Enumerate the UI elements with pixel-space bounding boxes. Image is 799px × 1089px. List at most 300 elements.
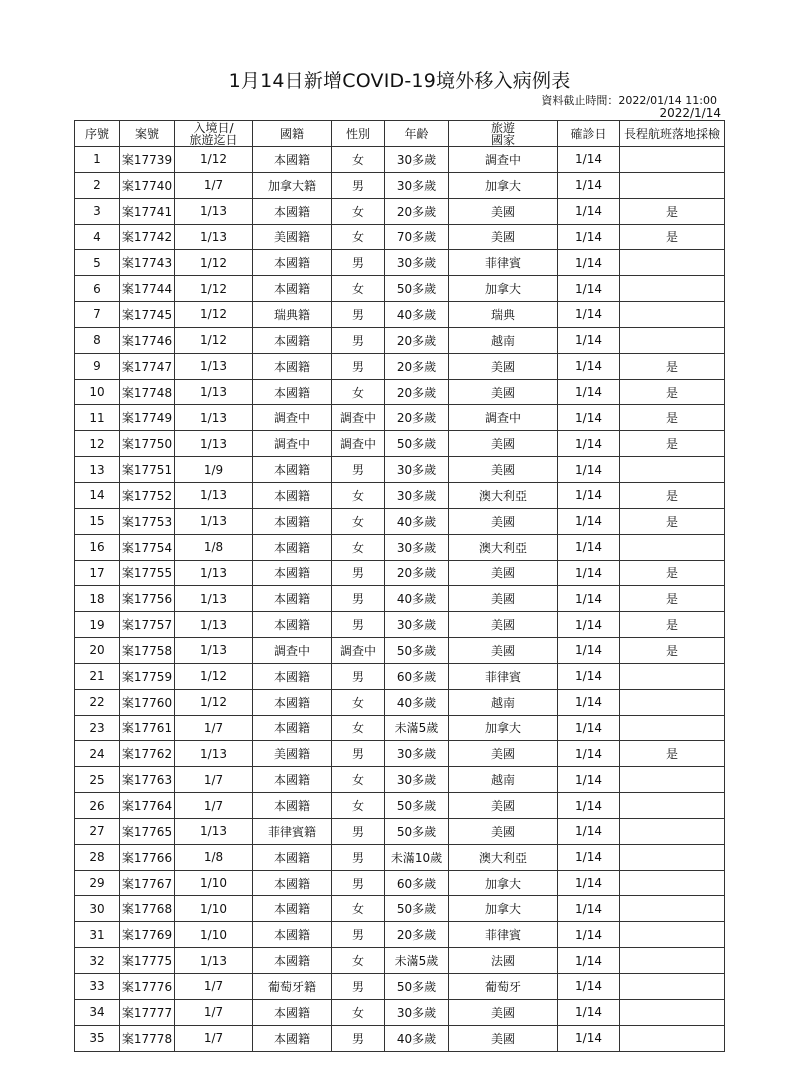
cell-flight-testing: 是: [620, 431, 725, 457]
cell-flight-testing: [620, 302, 725, 328]
cell-age: 未滿5歲: [385, 948, 449, 974]
cell-case-no: 案17766: [120, 844, 175, 870]
table-row: [75, 663, 725, 689]
page-title: 1月14日新增COVID-19境外移入病例表: [228, 70, 571, 92]
cell-sex: 男: [332, 922, 385, 948]
cell-serial: 30: [75, 896, 120, 922]
cell-confirm-date: 1/14: [558, 198, 620, 224]
cell-nationality: 本國籍: [253, 534, 332, 560]
cell-sex: 男: [332, 974, 385, 1000]
cell-age: 20多歲: [385, 327, 449, 353]
cell-flight-testing: [620, 534, 725, 560]
cell-entry-date: 1/13: [175, 818, 253, 844]
cell-sex: 女: [332, 276, 385, 302]
cell-confirm-date: 1/14: [558, 948, 620, 974]
cell-case-no: 案17743: [120, 250, 175, 276]
cell-travel-country: 加拿大: [449, 715, 558, 741]
cell-flight-testing: [620, 767, 725, 793]
cell-serial: 22: [75, 689, 120, 715]
cell-confirm-date: 1/14: [558, 379, 620, 405]
cell-entry-date: 1/13: [175, 560, 253, 586]
cell-serial: 12: [75, 431, 120, 457]
cell-confirm-date: 1/14: [558, 974, 620, 1000]
table-row: [75, 870, 725, 896]
cell-flight-testing: 是: [620, 224, 725, 250]
table-row: [75, 250, 725, 276]
cell-entry-date: 1/12: [175, 327, 253, 353]
cell-age: 50多歲: [385, 276, 449, 302]
cell-serial: 17: [75, 560, 120, 586]
cell-entry-date: 1/13: [175, 431, 253, 457]
cell-flight-testing: [620, 689, 725, 715]
cell-age: 20多歲: [385, 353, 449, 379]
cell-nationality: 本國籍: [253, 508, 332, 534]
cell-sex: 女: [332, 948, 385, 974]
cell-flight-testing: 是: [620, 379, 725, 405]
cell-serial: 10: [75, 379, 120, 405]
cell-confirm-date: 1/14: [558, 534, 620, 560]
cell-nationality: 本國籍: [253, 1025, 332, 1051]
cell-age: 20多歲: [385, 922, 449, 948]
cell-travel-country: 美國: [449, 457, 558, 483]
cell-entry-date: 1/12: [175, 302, 253, 328]
table-row: [75, 689, 725, 715]
table-row: [75, 457, 725, 483]
cell-nationality: 本國籍: [253, 767, 332, 793]
cell-case-no: 案17753: [120, 508, 175, 534]
cell-confirm-date: 1/14: [558, 793, 620, 819]
cell-age: 20多歲: [385, 379, 449, 405]
cell-nationality: 本國籍: [253, 560, 332, 586]
cell-flight-testing: [620, 1025, 725, 1051]
cell-entry-date: 1/13: [175, 198, 253, 224]
table-row: [75, 147, 725, 173]
cell-entry-date: 1/7: [175, 974, 253, 1000]
table-row: [75, 818, 725, 844]
cell-sex: 男: [332, 327, 385, 353]
cell-serial: 33: [75, 974, 120, 1000]
cell-confirm-date: 1/14: [558, 586, 620, 612]
cell-serial: 9: [75, 353, 120, 379]
cell-age: 40多歲: [385, 586, 449, 612]
cell-travel-country: 美國: [449, 638, 558, 664]
cell-nationality: 本國籍: [253, 715, 332, 741]
cell-travel-country: 澳大利亞: [449, 534, 558, 560]
cell-age: 30多歲: [385, 147, 449, 173]
cell-nationality: 本國籍: [253, 353, 332, 379]
cell-serial: 5: [75, 250, 120, 276]
cell-entry-date: 1/13: [175, 741, 253, 767]
cell-travel-country: 澳大利亞: [449, 844, 558, 870]
cell-serial: 25: [75, 767, 120, 793]
cell-nationality: 本國籍: [253, 482, 332, 508]
cell-case-no: 案17768: [120, 896, 175, 922]
cell-serial: 28: [75, 844, 120, 870]
cell-serial: 24: [75, 741, 120, 767]
cell-entry-date: 1/10: [175, 870, 253, 896]
cell-confirm-date: 1/14: [558, 405, 620, 431]
table-row: [75, 482, 725, 508]
header-travel-country: 旅遊 國家: [449, 121, 558, 147]
cell-flight-testing: 是: [620, 612, 725, 638]
cell-confirm-date: 1/14: [558, 663, 620, 689]
cell-flight-testing: 是: [620, 638, 725, 664]
header-case-no: 案號: [120, 121, 175, 147]
cell-entry-date: 1/12: [175, 689, 253, 715]
table-row: [75, 586, 725, 612]
cell-nationality: 調查中: [253, 405, 332, 431]
cell-case-no: 案17752: [120, 482, 175, 508]
cell-nationality: 本國籍: [253, 586, 332, 612]
cell-sex: 男: [332, 818, 385, 844]
cell-sex: 女: [332, 147, 385, 173]
cell-age: 30多歲: [385, 767, 449, 793]
cell-flight-testing: [620, 922, 725, 948]
cell-flight-testing: [620, 844, 725, 870]
cell-case-no: 案17777: [120, 999, 175, 1025]
cell-case-no: 案17759: [120, 663, 175, 689]
data-cutoff-time: 資料截止時間：2022/01/14 11:00: [541, 94, 717, 107]
cell-case-no: 案17754: [120, 534, 175, 560]
cell-travel-country: 越南: [449, 767, 558, 793]
cell-travel-country: 菲律賓: [449, 922, 558, 948]
cell-confirm-date: 1/14: [558, 896, 620, 922]
header-serial: 序號: [75, 121, 120, 147]
cell-travel-country: 美國: [449, 793, 558, 819]
cell-nationality: 本國籍: [253, 922, 332, 948]
cell-travel-country: 美國: [449, 586, 558, 612]
cell-case-no: 案17762: [120, 741, 175, 767]
cell-sex: 女: [332, 508, 385, 534]
cell-sex: 女: [332, 793, 385, 819]
cell-sex: 男: [332, 250, 385, 276]
cell-case-no: 案17775: [120, 948, 175, 974]
cell-confirm-date: 1/14: [558, 327, 620, 353]
cell-flight-testing: [620, 715, 725, 741]
cell-entry-date: 1/7: [175, 999, 253, 1025]
cell-confirm-date: 1/14: [558, 302, 620, 328]
cell-confirm-date: 1/14: [558, 689, 620, 715]
cell-serial: 26: [75, 793, 120, 819]
cell-serial: 21: [75, 663, 120, 689]
cell-flight-testing: 是: [620, 560, 725, 586]
cell-travel-country: 菲律賓: [449, 663, 558, 689]
table-row: [75, 999, 725, 1025]
cell-age: 30多歲: [385, 741, 449, 767]
cell-entry-date: 1/13: [175, 224, 253, 250]
table-row: [75, 431, 725, 457]
cell-travel-country: 加拿大: [449, 276, 558, 302]
cell-serial: 11: [75, 405, 120, 431]
cell-case-no: 案17764: [120, 793, 175, 819]
cell-confirm-date: 1/14: [558, 741, 620, 767]
cell-travel-country: 美國: [449, 508, 558, 534]
cell-age: 40多歲: [385, 1025, 449, 1051]
cell-age: 20多歲: [385, 560, 449, 586]
cell-confirm-date: 1/14: [558, 508, 620, 534]
cell-serial: 2: [75, 172, 120, 198]
cell-case-no: 案17761: [120, 715, 175, 741]
cell-confirm-date: 1/14: [558, 818, 620, 844]
cell-travel-country: 葡萄牙: [449, 974, 558, 1000]
table-row: [75, 534, 725, 560]
table-row: [75, 224, 725, 250]
cell-sex: 女: [332, 198, 385, 224]
cell-flight-testing: 是: [620, 405, 725, 431]
cell-case-no: 案17749: [120, 405, 175, 431]
cell-sex: 男: [332, 302, 385, 328]
cell-sex: 男: [332, 870, 385, 896]
cell-confirm-date: 1/14: [558, 922, 620, 948]
cell-nationality: 美國籍: [253, 224, 332, 250]
cell-sex: 男: [332, 457, 385, 483]
cell-confirm-date: 1/14: [558, 353, 620, 379]
cell-sex: 男: [332, 741, 385, 767]
cell-sex: 調查中: [332, 405, 385, 431]
cell-case-no: 案17740: [120, 172, 175, 198]
cell-entry-date: 1/7: [175, 1025, 253, 1051]
cell-entry-date: 1/8: [175, 534, 253, 560]
cell-nationality: 本國籍: [253, 844, 332, 870]
cell-case-no: 案17767: [120, 870, 175, 896]
cell-serial: 15: [75, 508, 120, 534]
cell-case-no: 案17744: [120, 276, 175, 302]
cell-sex: 女: [332, 482, 385, 508]
cell-case-no: 案17755: [120, 560, 175, 586]
cell-nationality: 本國籍: [253, 689, 332, 715]
cell-entry-date: 1/10: [175, 922, 253, 948]
cell-travel-country: 美國: [449, 560, 558, 586]
cell-age: 30多歲: [385, 250, 449, 276]
cell-nationality: 瑞典籍: [253, 302, 332, 328]
cell-flight-testing: [620, 327, 725, 353]
cell-flight-testing: [620, 663, 725, 689]
cell-confirm-date: 1/14: [558, 844, 620, 870]
cell-confirm-date: 1/14: [558, 1025, 620, 1051]
cell-nationality: 本國籍: [253, 870, 332, 896]
cell-flight-testing: [620, 999, 725, 1025]
cell-case-no: 案17741: [120, 198, 175, 224]
cell-nationality: 本國籍: [253, 999, 332, 1025]
cell-travel-country: 加拿大: [449, 172, 558, 198]
cell-flight-testing: [620, 818, 725, 844]
cell-age: 50多歲: [385, 793, 449, 819]
cell-travel-country: 美國: [449, 999, 558, 1025]
cell-case-no: 案17778: [120, 1025, 175, 1051]
cell-serial: 20: [75, 638, 120, 664]
cell-travel-country: 美國: [449, 431, 558, 457]
cell-confirm-date: 1/14: [558, 431, 620, 457]
cell-confirm-date: 1/14: [558, 276, 620, 302]
cell-serial: 31: [75, 922, 120, 948]
table-row: [75, 379, 725, 405]
cell-sex: 男: [332, 612, 385, 638]
table-row: [75, 638, 725, 664]
cell-sex: 女: [332, 689, 385, 715]
cell-nationality: 本國籍: [253, 379, 332, 405]
cell-sex: 女: [332, 224, 385, 250]
cell-confirm-date: 1/14: [558, 870, 620, 896]
cell-confirm-date: 1/14: [558, 715, 620, 741]
cell-case-no: 案17769: [120, 922, 175, 948]
table-row: [75, 974, 725, 1000]
cell-entry-date: 1/7: [175, 172, 253, 198]
cell-serial: 32: [75, 948, 120, 974]
cell-age: 30多歲: [385, 457, 449, 483]
cell-age: 50多歲: [385, 896, 449, 922]
cell-flight-testing: 是: [620, 586, 725, 612]
cell-travel-country: 加拿大: [449, 870, 558, 896]
cell-serial: 27: [75, 818, 120, 844]
cell-entry-date: 1/13: [175, 379, 253, 405]
cell-case-no: 案17750: [120, 431, 175, 457]
cell-entry-date: 1/9: [175, 457, 253, 483]
cell-nationality: 加拿大籍: [253, 172, 332, 198]
table-row: [75, 302, 725, 328]
table-row: [75, 922, 725, 948]
cell-serial: 13: [75, 457, 120, 483]
cell-sex: 調查中: [332, 431, 385, 457]
cell-entry-date: 1/13: [175, 638, 253, 664]
cell-serial: 16: [75, 534, 120, 560]
cell-travel-country: 美國: [449, 353, 558, 379]
cell-case-no: 案17763: [120, 767, 175, 793]
header-sex: 性別: [332, 121, 385, 147]
table-row: [75, 948, 725, 974]
cell-confirm-date: 1/14: [558, 250, 620, 276]
cell-age: 30多歲: [385, 172, 449, 198]
table-row: [75, 405, 725, 431]
cell-age: 60多歲: [385, 870, 449, 896]
cell-flight-testing: [620, 457, 725, 483]
cell-travel-country: 調查中: [449, 405, 558, 431]
cell-entry-date: 1/8: [175, 844, 253, 870]
table-row: [75, 276, 725, 302]
cell-flight-testing: [620, 793, 725, 819]
cell-serial: 34: [75, 999, 120, 1025]
cell-nationality: 調查中: [253, 638, 332, 664]
cell-entry-date: 1/13: [175, 353, 253, 379]
cell-case-no: 案17747: [120, 353, 175, 379]
cell-travel-country: 法國: [449, 948, 558, 974]
report-date: 2022/1/14: [659, 106, 721, 120]
cell-entry-date: 1/7: [175, 793, 253, 819]
cell-age: 30多歲: [385, 999, 449, 1025]
cell-serial: 4: [75, 224, 120, 250]
cell-nationality: 本國籍: [253, 250, 332, 276]
cell-confirm-date: 1/14: [558, 612, 620, 638]
cell-flight-testing: [620, 948, 725, 974]
cell-confirm-date: 1/14: [558, 457, 620, 483]
cell-confirm-date: 1/14: [558, 172, 620, 198]
cell-sex: 女: [332, 379, 385, 405]
cell-travel-country: 越南: [449, 327, 558, 353]
cell-entry-date: 1/7: [175, 715, 253, 741]
cell-travel-country: 加拿大: [449, 896, 558, 922]
table-row: [75, 896, 725, 922]
cell-nationality: 美國籍: [253, 741, 332, 767]
cell-case-no: 案17765: [120, 818, 175, 844]
cell-nationality: 本國籍: [253, 276, 332, 302]
cell-sex: 男: [332, 353, 385, 379]
cell-age: 50多歲: [385, 974, 449, 1000]
cell-entry-date: 1/13: [175, 948, 253, 974]
cell-sex: 男: [332, 663, 385, 689]
cell-travel-country: 美國: [449, 1025, 558, 1051]
header-nationality: 國籍: [253, 121, 332, 147]
cell-age: 30多歲: [385, 612, 449, 638]
cell-sex: 男: [332, 1025, 385, 1051]
cell-entry-date: 1/13: [175, 405, 253, 431]
cell-nationality: 本國籍: [253, 198, 332, 224]
cell-age: 20多歲: [385, 405, 449, 431]
cell-age: 40多歲: [385, 689, 449, 715]
cell-travel-country: 澳大利亞: [449, 482, 558, 508]
header-entry-date: 入境日/ 旅遊迄日: [175, 121, 253, 147]
cell-entry-date: 1/12: [175, 276, 253, 302]
cell-age: 30多歲: [385, 534, 449, 560]
table-row: [75, 1025, 725, 1051]
cell-entry-date: 1/12: [175, 663, 253, 689]
cell-flight-testing: [620, 250, 725, 276]
cell-entry-date: 1/10: [175, 896, 253, 922]
cell-entry-date: 1/12: [175, 147, 253, 173]
cell-nationality: 本國籍: [253, 327, 332, 353]
cell-travel-country: 美國: [449, 818, 558, 844]
cell-nationality: 本國籍: [253, 147, 332, 173]
cell-entry-date: 1/13: [175, 508, 253, 534]
cell-sex: 男: [332, 172, 385, 198]
cell-serial: 6: [75, 276, 120, 302]
cell-case-no: 案17760: [120, 689, 175, 715]
cell-flight-testing: [620, 147, 725, 173]
cell-travel-country: 美國: [449, 224, 558, 250]
cell-travel-country: 越南: [449, 689, 558, 715]
cell-age: 未滿5歲: [385, 715, 449, 741]
cell-sex: 女: [332, 999, 385, 1025]
cell-flight-testing: 是: [620, 508, 725, 534]
cell-confirm-date: 1/14: [558, 147, 620, 173]
cell-nationality: 菲律賓籍: [253, 818, 332, 844]
cell-confirm-date: 1/14: [558, 767, 620, 793]
cell-sex: 女: [332, 715, 385, 741]
cell-case-no: 案17756: [120, 586, 175, 612]
cell-flight-testing: 是: [620, 741, 725, 767]
cell-case-no: 案17748: [120, 379, 175, 405]
cell-age: 50多歲: [385, 431, 449, 457]
header-age: 年齡: [385, 121, 449, 147]
cell-case-no: 案17751: [120, 457, 175, 483]
table-header-row: [75, 121, 725, 147]
cell-entry-date: 1/13: [175, 586, 253, 612]
cell-flight-testing: 是: [620, 353, 725, 379]
cell-entry-date: 1/13: [175, 482, 253, 508]
cell-confirm-date: 1/14: [558, 482, 620, 508]
header-confirm-date: 確診日: [558, 121, 620, 147]
table-row: [75, 560, 725, 586]
cell-sex: 男: [332, 844, 385, 870]
cell-age: 30多歲: [385, 482, 449, 508]
cell-entry-date: 1/13: [175, 612, 253, 638]
cell-age: 未滿10歲: [385, 844, 449, 870]
cell-travel-country: 菲律賓: [449, 250, 558, 276]
cell-serial: 1: [75, 147, 120, 173]
table-row: [75, 508, 725, 534]
table-row: [75, 198, 725, 224]
cell-flight-testing: 是: [620, 482, 725, 508]
cell-case-no: 案17742: [120, 224, 175, 250]
table-row: [75, 715, 725, 741]
